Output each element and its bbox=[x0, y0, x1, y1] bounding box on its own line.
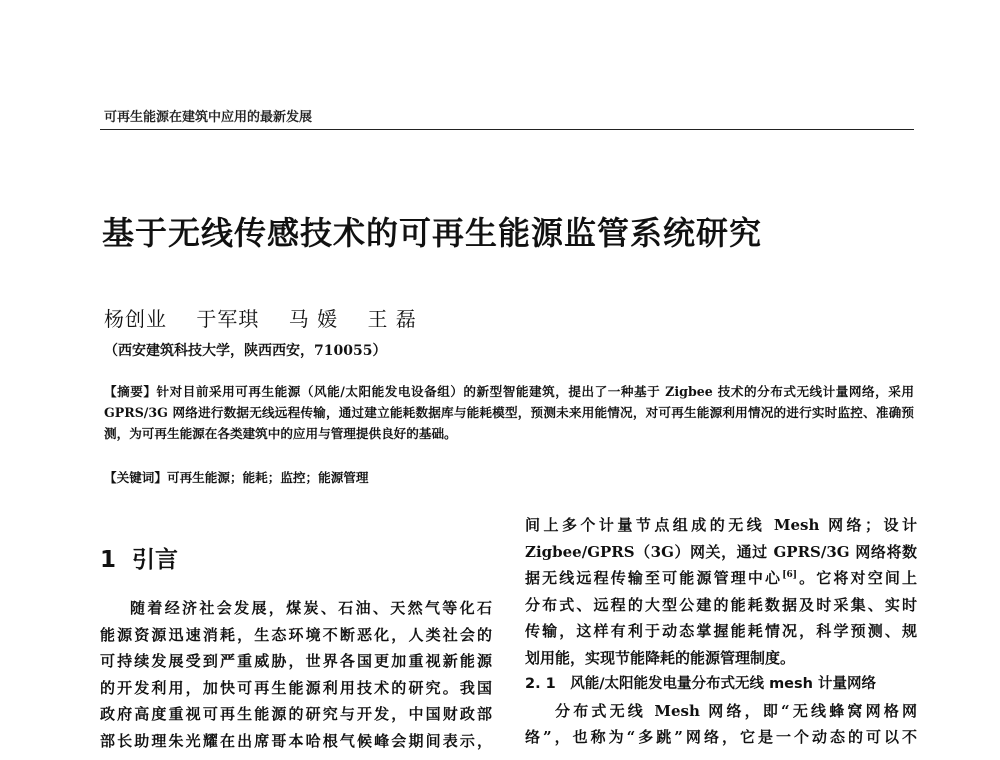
left-column-body bbox=[100, 595, 492, 754]
running-header: 可再生能源在建筑中应用的最新发展 bbox=[104, 110, 313, 125]
right-column-body bbox=[525, 512, 917, 751]
body-line: 传输，这样有利于动态掌握能耗情况，科学预测、规 bbox=[525, 622, 917, 640]
abstract-label: 【摘要】 bbox=[104, 384, 157, 399]
body-line: 随着经济社会发展，煤炭、石油、天然气等化石 bbox=[130, 599, 492, 617]
body-line: 划用能，实现节能降耗的能源管理制度。 bbox=[525, 648, 796, 667]
author-name: 杨创业 bbox=[104, 307, 167, 331]
keywords-label: 【关键词】 bbox=[104, 470, 167, 485]
keywords bbox=[104, 467, 914, 488]
body-line: 分布式无线 Mesh 网络，即“无线蜂窝网格网 bbox=[555, 701, 917, 720]
body-line: 间上多个计量节点组成的无线 Mesh 网络；设计 bbox=[525, 516, 917, 534]
paper-title: 基于无线传感技术的可再生能源监管系统研究 bbox=[102, 214, 763, 252]
author-list bbox=[104, 303, 439, 332]
body-line: 部长助理朱光耀在出席哥本哈根气候峰会期间表示， bbox=[100, 731, 492, 750]
body-line: Zigbee/GPRS（3G）网关，通过 GPRS/3G 网络将数 bbox=[525, 542, 917, 561]
subsection-heading: 2. 1 风能/太阳能发电量分布式无线 mesh 计量网络 bbox=[525, 676, 877, 692]
section-title: 引言 bbox=[132, 547, 179, 573]
header-rule bbox=[100, 129, 914, 130]
body-line: 能源资源迅速消耗，生态环境不断恶化，人类社会的 bbox=[100, 625, 492, 644]
section-heading-introduction bbox=[100, 541, 178, 574]
author-name: 王 磊 bbox=[367, 307, 417, 331]
body-line: 政府高度重视可再生能源的研究与开发，中国财政部 bbox=[100, 705, 492, 723]
body-text: 。它将对空间上 bbox=[796, 569, 917, 587]
keywords-text: 可再生能源；能耗；监控；能源管理 bbox=[166, 470, 369, 485]
body-text: 据无线远程传输至可能源管理中心 bbox=[525, 569, 783, 587]
section-number: 1 bbox=[100, 547, 117, 573]
body-line: 可持续发展受到严重威胁，世界各国更加重视新能源 bbox=[100, 652, 492, 670]
body-line-with-citation bbox=[525, 565, 917, 592]
body-line: 络”，也称为“多跳”网络，它是一个动态的可以不 bbox=[525, 728, 917, 746]
body-line: 的开发利用，加快可再生能源利用技术的研究。我国 bbox=[100, 678, 492, 697]
abstract-text: 针对目前采用可再生能源（风能/太阳能发电设备组）的新型智能建筑，提出了一种基于 Zigbee 技术的分布式无线计量网络，采用 GPRS/3G 网络进行数据无线远程传输，通过建立能耗数据库与能耗模型，预测未来用能情况，对可再生能源利用情况的进行实时监控、准确预测，为可再生能源在各类建筑中的应用与管理提供良好的基础。 bbox=[104, 384, 915, 441]
abstract bbox=[104, 381, 914, 444]
author-name: 于军琪 bbox=[196, 307, 260, 331]
body-line: 分布式、远程的大型公建的能耗数据及时采集、实时 bbox=[525, 595, 917, 614]
author-name: 马 媛 bbox=[288, 307, 339, 331]
affiliation: （西安建筑科技大学，陕西西安，710055） bbox=[104, 343, 387, 359]
citation-ref: [6] bbox=[782, 570, 797, 580]
